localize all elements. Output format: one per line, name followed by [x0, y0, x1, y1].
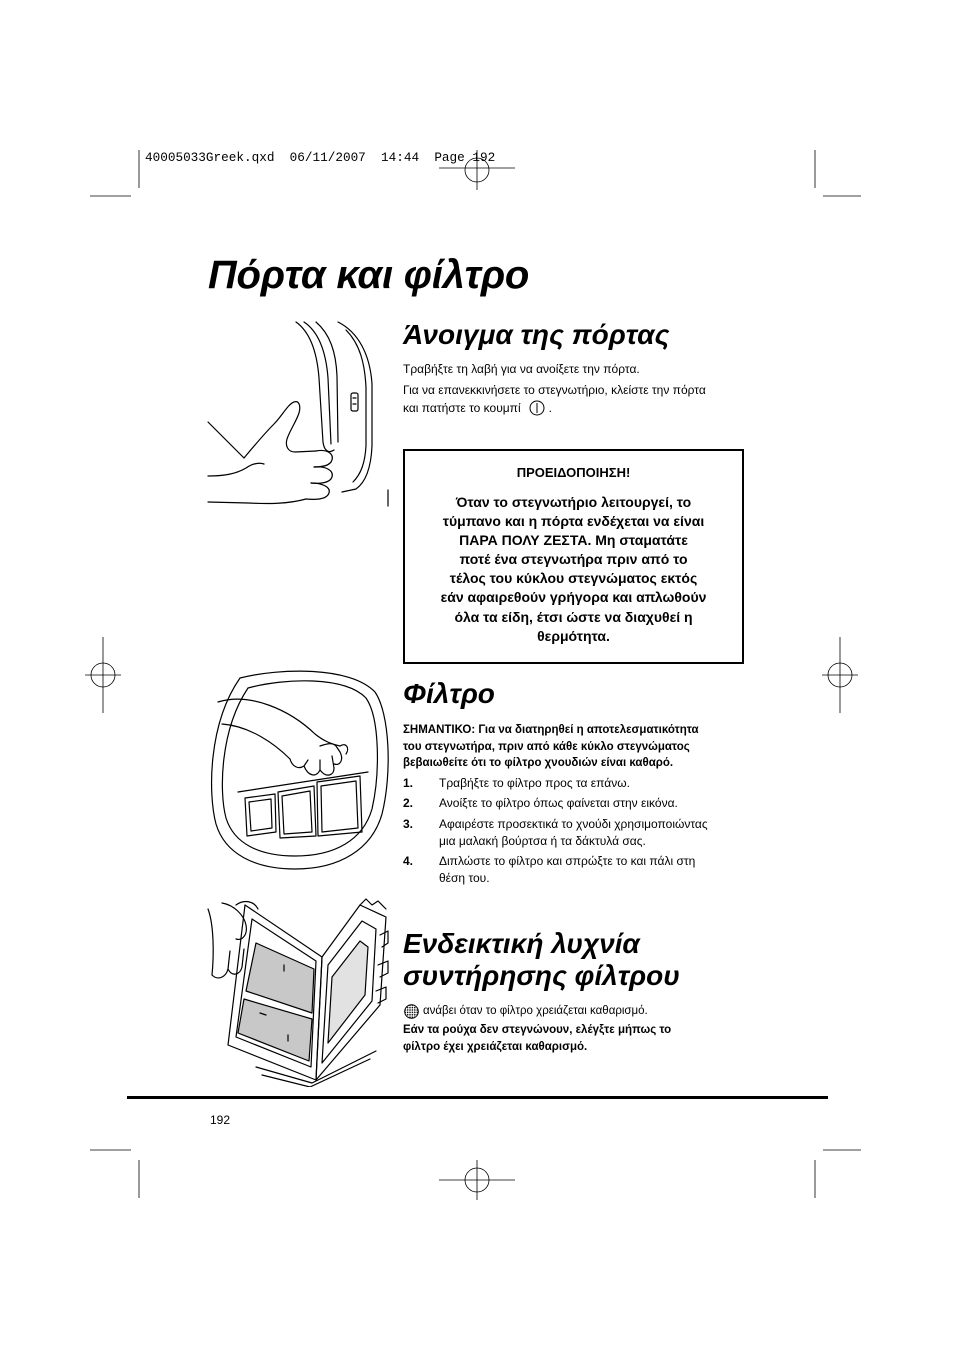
step-text: Διπλώστε το φίλτρο και σπρώξτε το και πάλι στη — [439, 854, 696, 868]
step-number: 3. — [403, 817, 414, 831]
step-number: 2. — [403, 796, 414, 810]
crop-mark-bottom-right — [815, 1150, 861, 1198]
crop-mark-top-right — [815, 150, 861, 196]
registration-mark-right — [822, 637, 858, 713]
door-panel — [296, 322, 338, 452]
important-note-line: βεβαιωθείτε ότι το φίλτρο χνουδιών είναι καθαρό. — [403, 757, 674, 769]
indicator-note-line: φίλτρο έχει χρειάζεται καθαρισμό. — [403, 1041, 588, 1053]
restart-button-text: και πατήστε το κουμπί — [403, 401, 521, 415]
door-section-heading: Άνοιγμα της πόρτας — [403, 319, 670, 350]
warning-box — [403, 449, 744, 664]
filter-removal-illustration — [200, 664, 395, 874]
warning-line: εάν αφαιρεθούν γρήγορα και απλωθούν — [440, 589, 707, 606]
important-note-line: του στεγνωτήρα, πριν από κάθε κύκλο στεγνώματος — [403, 740, 690, 753]
restart-button-line — [403, 400, 552, 416]
drum-opening — [212, 671, 389, 869]
step-text: μια μαλακή βούρτσα ή τα δάκτυλά σας. — [439, 834, 646, 848]
footer-rule — [127, 1096, 828, 1099]
hand — [218, 699, 348, 775]
indicator-note-line: Εάν τα ρούχα δεν στεγνώνουν, ελέγξτε μήπως το — [403, 1024, 672, 1036]
indicator-heading-line: Ενδεικτική λυχνία — [403, 928, 640, 959]
filter-section-heading: Φίλτρο — [403, 678, 495, 709]
open-filter-illustration — [200, 895, 395, 1087]
registration-mark-bottom — [439, 1160, 515, 1200]
step-number: 1. — [403, 776, 414, 790]
restart-instruction-line: Για να επανεκκινήσετε το στεγνωτήριο, κλείστε την πόρτα — [403, 383, 706, 397]
indicator-section-heading — [403, 928, 680, 992]
indicator-note — [403, 1022, 671, 1056]
door-opening-illustration — [200, 318, 395, 510]
step-text: Αφαιρέστε προσεκτικά το χνούδι χρησιμοποιώντας — [439, 817, 708, 831]
indicator-description: ανάβει όταν το φίλτρο χρειάζεται καθαρισμό. — [423, 1005, 648, 1017]
warning-heading: ΠΡΟΕΙΔΟΠΟΙΗΣΗ! — [516, 465, 631, 480]
indicator-heading-line: συντήρησης φίλτρου — [403, 960, 680, 991]
warning-line: τέλος του κύκλου στεγνώματος εκτός — [449, 570, 698, 587]
dryer-body — [338, 322, 388, 506]
power-button-icon — [529, 400, 545, 416]
warning-line: θερμότητα. — [537, 627, 610, 644]
warning-line: όλα τα είδη, έτσι ώστε να διαχυθεί η — [454, 608, 693, 625]
warning-line: ποτέ ένα στεγνωτήρα πριν από το — [459, 551, 688, 568]
hand — [208, 402, 332, 504]
step-text: Τραβήξτε το φίλτρο προς τα επάνω. — [439, 776, 630, 790]
warning-text — [405, 493, 742, 646]
filter-indicator-icon — [404, 1004, 419, 1019]
crop-mark-bottom-left — [90, 1150, 139, 1198]
warning-line: τύμπανο και η πόρτα ενδέχεται να είναι — [442, 513, 705, 530]
door-instruction-line: Τραβήξτε τη λαβή για να ανοίξετε την πόρτα. — [403, 362, 640, 376]
page-number: 192 — [210, 1113, 231, 1127]
restart-button-period: . — [548, 401, 552, 415]
step-text: θέση του. — [439, 871, 490, 885]
crop-mark-top-left — [90, 150, 139, 196]
filter-right-panel — [316, 899, 388, 1080]
filter-left-panel — [228, 905, 322, 1080]
important-note-line: ΣΗΜΑΝΤΙΚΟ: Για να διατηρηθεί η αποτελεσματικότητα — [403, 724, 699, 736]
step-number: 4. — [403, 854, 414, 868]
important-note — [403, 722, 699, 772]
step-text: Ανοίξτε το φίλτρο όπως φαίνεται στην εικόνα. — [439, 796, 678, 810]
filter-panels — [245, 776, 362, 838]
warning-line: Όταν το στεγνωτήριο λειτουργεί, το — [455, 494, 692, 510]
warning-line: ΠΑΡΑ ΠΟΛΥ ΖΕΣΤΑ. Μη σταματάτε — [459, 532, 688, 549]
hands — [208, 902, 258, 978]
registration-mark-left — [85, 637, 121, 713]
page-title: Πόρτα και φίλτρο — [208, 253, 530, 297]
print-slug: 40005033Greek.qxd 06/11/2007 14:44 Page 192 — [145, 150, 496, 165]
